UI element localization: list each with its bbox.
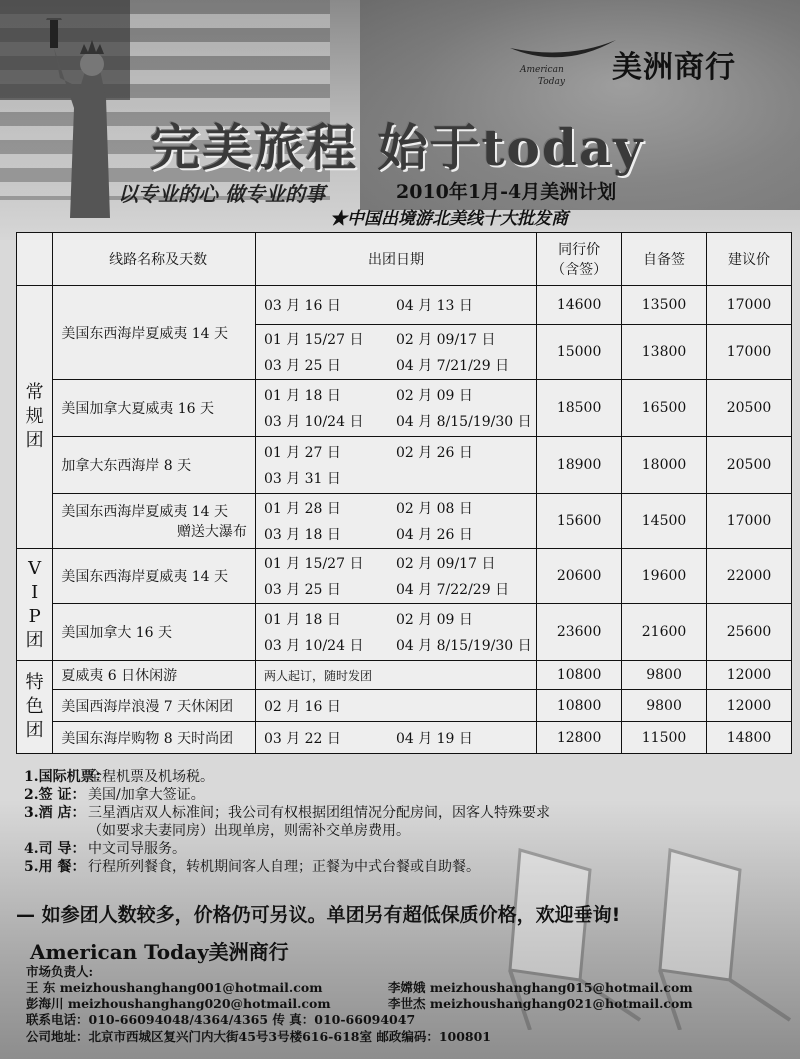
table-row: [17, 437, 792, 494]
self-visa-price: 13500: [622, 286, 707, 325]
self-visa-price: 9800: [622, 661, 707, 690]
self-visa-price: 13800: [622, 325, 707, 380]
table-row: [17, 494, 792, 549]
trade-price: 10800: [537, 690, 622, 722]
route-name: [53, 494, 256, 549]
trade-price: 18500: [537, 380, 622, 437]
date-line: [256, 550, 536, 576]
contact-1: 王 东 meizhoushanghang001@hotmail.com: [26, 980, 323, 995]
date: 01 月 28 日: [263, 501, 341, 517]
table-row: [17, 380, 792, 437]
date: 04 月 26 日: [395, 527, 473, 543]
date: 04 月 8/15/19/30 日: [395, 414, 532, 430]
date-line: [256, 606, 536, 632]
route-name: [53, 604, 256, 661]
market-label: 市场负责人:: [26, 964, 94, 979]
date: 02 月 16 日: [263, 698, 341, 715]
self-visa-price: 21600: [622, 604, 707, 661]
date-line: [256, 382, 536, 408]
route-name: [53, 380, 256, 437]
self-visa-price: 19600: [622, 549, 707, 604]
date-line: [256, 352, 536, 378]
route-name: [53, 661, 256, 690]
departure-dates: [255, 690, 536, 722]
contact-3: 彭海川 meizhoushanghang020@hotmail.com: [26, 996, 331, 1011]
route-name: [53, 549, 256, 604]
route-name: [53, 690, 256, 722]
date: 01 月 27 日: [263, 445, 341, 461]
route-name: 美国东西海岸夏威夷 14 天: [53, 286, 256, 380]
date: 03 月 25 日: [263, 582, 341, 598]
category-special: 特 色 团: [17, 661, 53, 754]
departure-dates: [255, 549, 536, 604]
note-label: 4.司 导：: [24, 841, 86, 857]
suggested-price: 20500: [707, 380, 792, 437]
date: 04 月 7/22/29 日: [395, 582, 510, 598]
category-header: [17, 233, 53, 286]
trade-price: 10800: [537, 661, 622, 690]
date: 03 月 10/24 日: [263, 638, 364, 654]
category-regular: 常 规 团: [17, 286, 53, 549]
route-name-text: 美国东西海岸夏威夷 14 天: [61, 504, 229, 520]
date: 02 月 09 日: [395, 612, 473, 628]
table-row: [17, 690, 792, 722]
route-note: 赠送大瀑布: [176, 524, 247, 540]
category-vip: V I P 团: [17, 549, 53, 661]
headline: 完美旅程 始于today: [150, 118, 645, 177]
date: 03 月 22 日: [263, 730, 341, 747]
suggested-price: 14800: [707, 722, 792, 754]
table-header-row: [17, 233, 792, 286]
date-line: [256, 439, 536, 465]
table-row: [17, 604, 792, 661]
suggested-price: 17000: [707, 325, 792, 380]
departure-dates: [255, 380, 536, 437]
date: 03 月 10/24 日: [263, 414, 364, 430]
note-text: 全程机票及机场税。: [88, 769, 214, 785]
note-text: （如要求夫妻同房）出现单房，则需补交单房费用。: [88, 823, 410, 839]
date: 03 月 18 日: [263, 527, 341, 543]
date: 04 月 19 日: [395, 730, 473, 747]
date: 01 月 15/27 日: [263, 556, 364, 572]
route-name-text: 加拿大东西海岸 8 天: [61, 458, 192, 474]
date: 04 月 8/15/19/30 日: [395, 638, 532, 654]
address: 公司地址：北京市西城区复兴门内大街45号3号楼616-618室 邮政编码：100801: [26, 1029, 492, 1044]
route-header: 线路名称及天数: [53, 233, 256, 286]
trade-price: 15000: [537, 325, 622, 380]
departure-dates: [255, 604, 536, 661]
svg-text:Today: Today: [538, 77, 565, 87]
date: 01 月 18 日: [263, 612, 341, 628]
route-name: [53, 722, 256, 754]
date: 02 月 09/17 日: [395, 556, 496, 572]
contact-2: 李嫦娥 meizhoushanghang015@hotmail.com: [388, 980, 693, 995]
note-label: 5.用 餐：: [24, 859, 86, 875]
date: 03 月 25 日: [263, 358, 341, 374]
date-line: 两人起订，随时发团: [263, 668, 372, 683]
date-line: [256, 465, 536, 491]
trade-price: 14600: [537, 286, 622, 325]
date: 02 月 09/17 日: [395, 332, 496, 348]
date: 03 月 31 日: [263, 471, 341, 487]
note-label: 2.签 证：: [24, 787, 86, 803]
brand-name: 美洲商行: [612, 50, 736, 85]
date: 03 月 16 日: [263, 298, 341, 314]
trade-price: 20600: [537, 549, 622, 604]
date: 04 月 7/21/29 日: [395, 358, 510, 374]
date-line: [256, 495, 536, 521]
note-label: 1.国际机票：: [24, 769, 109, 785]
date-line: [256, 725, 536, 751]
route-name-text: 美国加拿大 16 天: [61, 625, 173, 641]
date: 02 月 09 日: [395, 388, 473, 404]
self-visa-header: 自备签: [622, 233, 707, 286]
date-line: [256, 632, 536, 658]
footer-brand: American Today美洲商行: [30, 940, 289, 964]
date: 01 月 15/27 日: [263, 332, 364, 348]
plan-title: 2010年1月-4月美洲计划: [396, 181, 617, 203]
date-line: [256, 521, 536, 547]
date-line: [256, 576, 536, 602]
self-visa-price: 16500: [622, 380, 707, 437]
table-row: [17, 286, 792, 325]
suggested-price: 12000: [707, 661, 792, 690]
american-today-logo: [508, 30, 618, 90]
table-row: [17, 661, 792, 690]
route-name: [53, 437, 256, 494]
route-name-text: 美国西海岸浪漫 7 天休闲团: [61, 698, 234, 715]
suggested-price: 22000: [707, 549, 792, 604]
date: 04 月 13 日: [395, 298, 473, 314]
departure-dates: [255, 722, 536, 754]
table-row: [17, 722, 792, 754]
route-name-text: 美国东海岸购物 8 天时尚团: [61, 730, 234, 747]
date: 01 月 18 日: [263, 388, 341, 404]
departure-dates: [255, 494, 536, 549]
svg-text:American: American: [520, 65, 564, 75]
suggested-price: 20500: [707, 437, 792, 494]
note-text: 中文司导服务。: [88, 841, 186, 857]
self-visa-price: 9800: [622, 690, 707, 722]
suggested-price: 17000: [707, 286, 792, 325]
trade-price: 18900: [537, 437, 622, 494]
trade-price-header: 同行价 （含签）: [537, 233, 622, 286]
departure-dates: [255, 325, 536, 380]
date-line: [256, 693, 536, 719]
itinerary-table: [16, 232, 792, 754]
suggested-price: 25600: [707, 604, 792, 661]
contact-4: 李世杰 meizhoushanghang021@hotmail.com: [388, 996, 693, 1011]
slogan: 以专业的心 做专业的事: [118, 182, 325, 206]
date-line: [256, 326, 536, 352]
trade-price: 12800: [537, 722, 622, 754]
date-line: [256, 408, 536, 434]
route-name-text: 美国东西海岸夏威夷 14 天: [61, 569, 229, 585]
phone-fax: 联系电话：010-66094048/4364/4365 传 真：010-66094047: [26, 1012, 416, 1027]
trade-price: 23600: [537, 604, 622, 661]
date: 02 月 26 日: [395, 445, 473, 461]
departure-dates: [255, 661, 536, 690]
trade-price: 15600: [537, 494, 622, 549]
table-row: [17, 549, 792, 604]
departure-dates: [255, 437, 536, 494]
note-text: 三星酒店双人标准间；我公司有权根据团组情况分配房间，因客人特殊要求: [88, 805, 550, 821]
self-visa-price: 11500: [622, 722, 707, 754]
self-visa-price: 14500: [622, 494, 707, 549]
note-text: 美国/加拿大签证。: [88, 787, 205, 803]
suggested-price: 17000: [707, 494, 792, 549]
route-name-text: 夏威夷 6 日休闲游: [61, 668, 178, 684]
self-visa-price: 18000: [622, 437, 707, 494]
dates-header: 出团日期: [255, 233, 536, 286]
route-name-text: 美国加拿大夏威夷 16 天: [61, 401, 215, 417]
date: 02 月 08 日: [395, 501, 473, 517]
date-line: [256, 292, 536, 318]
note-label: 3.酒 店：: [24, 805, 86, 821]
suggested-price: 12000: [707, 690, 792, 722]
suggested-price-header: 建议价: [707, 233, 792, 286]
note-text: 行程所列餐食，转机期间客人自理；正餐为中式台餐或自助餐。: [88, 859, 480, 875]
departure-dates: [255, 286, 536, 325]
promo-text: — 如参团人数较多，价格仍可另议。单团另有超低保质价格，欢迎垂询!: [16, 904, 621, 926]
tagline: ★中国出境游北美线十大批发商: [330, 209, 568, 229]
